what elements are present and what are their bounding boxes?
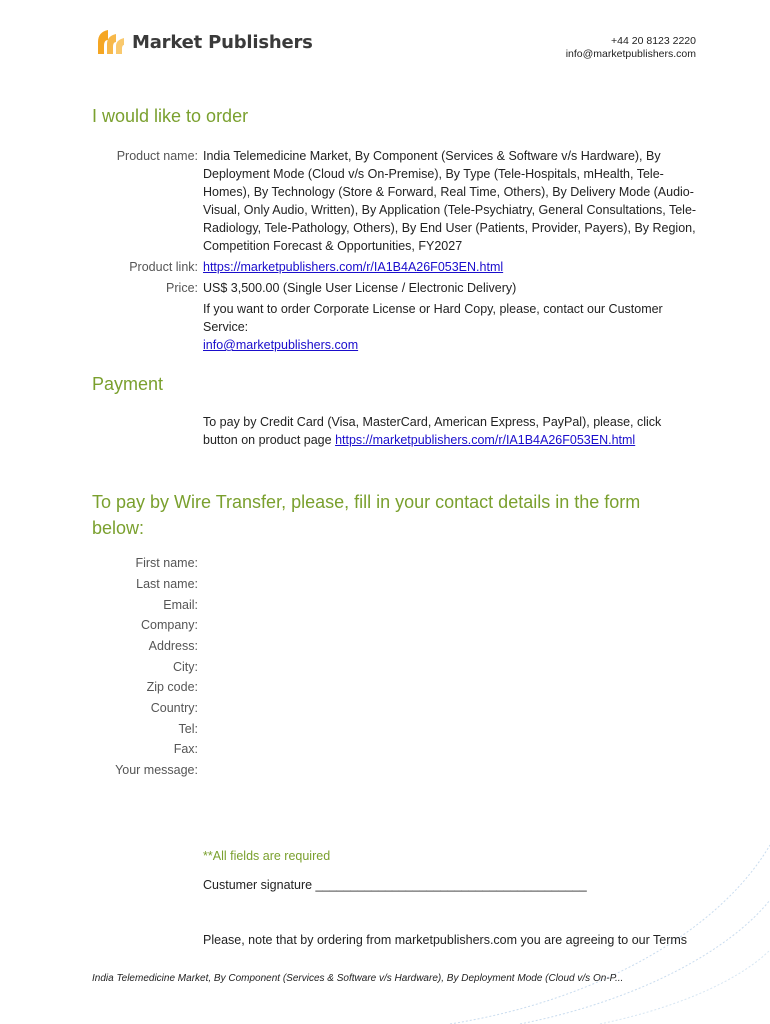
product-name-line: Homes), By Technology (Store & Forward, Real Time, Others), By Delivery Mode (Audio- — [203, 185, 694, 199]
contact-email[interactable]: info@marketpublishers.com — [565, 47, 696, 60]
brand-name: Market Publishers — [132, 31, 313, 53]
wire-heading-line: below: — [92, 518, 145, 538]
product-name-value — [203, 147, 723, 255]
wire-transfer-heading — [92, 489, 640, 541]
terms-agreement-text: Please, note that by ordering from marketpublishers.com you are agreeing to our Terms — [203, 933, 688, 947]
payment-product-link[interactable]: https://marketpublishers.com/r/IA1B4A26F053EN.html — [335, 433, 636, 447]
message-label: Your message: — [115, 763, 198, 777]
payment-line-prefix: button on product page — [203, 433, 336, 447]
product-name-line: Radiology, Tele-Pathology, Others), By End User (Patients, Provider, Payers), By Region, — [203, 221, 696, 235]
customer-signature-line: Custumer signature _______________________________________ — [203, 878, 587, 892]
product-name-line: India Telemedicine Market, By Component (Services & Software v/s Hardware), By — [203, 149, 661, 163]
price-label: Price: — [166, 281, 198, 295]
country-label: Country: — [150, 701, 198, 715]
first-name-label: First name: — [135, 556, 198, 570]
order-heading: I would like to order — [92, 106, 249, 126]
fax-label: Fax: — [173, 742, 198, 756]
product-name-line: Visual, Only Audio, Written), By Application (Tele-Psychiatry, General Consultations, Tele- — [203, 203, 697, 217]
last-name-label: Last name: — [136, 577, 198, 591]
city-label: City: — [173, 660, 198, 674]
product-name-label: Product name: — [116, 149, 198, 163]
corporate-note-line: If you want to order Corporate License or Hard Copy, please, contact our Customer — [203, 302, 663, 316]
company-label: Company: — [141, 618, 198, 632]
footer-product-title: India Telemedicine Market, By Component (Services & Software v/s Hardware), By Deployment Mode (Cloud v/s On-P... — [92, 973, 624, 984]
product-link[interactable]: https://marketpublishers.com/r/IA1B4A26F053EN.html — [203, 260, 504, 274]
brand-logo — [96, 28, 313, 56]
product-link-label: Product link: — [129, 260, 198, 274]
contact-info — [566, 35, 696, 60]
zip-code-label: Zip code: — [146, 680, 198, 694]
logo-icon — [96, 28, 126, 56]
email-label: Email: — [163, 598, 198, 612]
product-name-line: Deployment Mode (Cloud v/s On-Premise), By Type (Tele-Hospitals, mHealth, Tele- — [203, 167, 664, 181]
corporate-note-line: Service: — [203, 320, 249, 334]
product-name-line: Competition Forecast & Opportunities, FY2027 — [203, 239, 463, 253]
payment-heading: Payment — [92, 374, 164, 394]
wire-heading-line: To pay by Wire Transfer, please, fill in your contact details in the form — [92, 492, 641, 512]
address-label: Address: — [148, 639, 198, 653]
phone-number: +44 20 8123 2220 — [611, 35, 696, 47]
payment-line: To pay by Credit Card (Visa, MasterCard, American Express, PayPal), please, click — [203, 415, 662, 429]
price-value: US$ 3,500.00 (Single User License / Electronic Delivery) — [203, 281, 517, 295]
customer-service-email-link[interactable]: info@marketpublishers.com — [203, 338, 359, 352]
contact-form — [0, 556, 770, 796]
tel-label: Tel: — [178, 722, 198, 736]
required-note: **All fields are required — [203, 849, 331, 863]
